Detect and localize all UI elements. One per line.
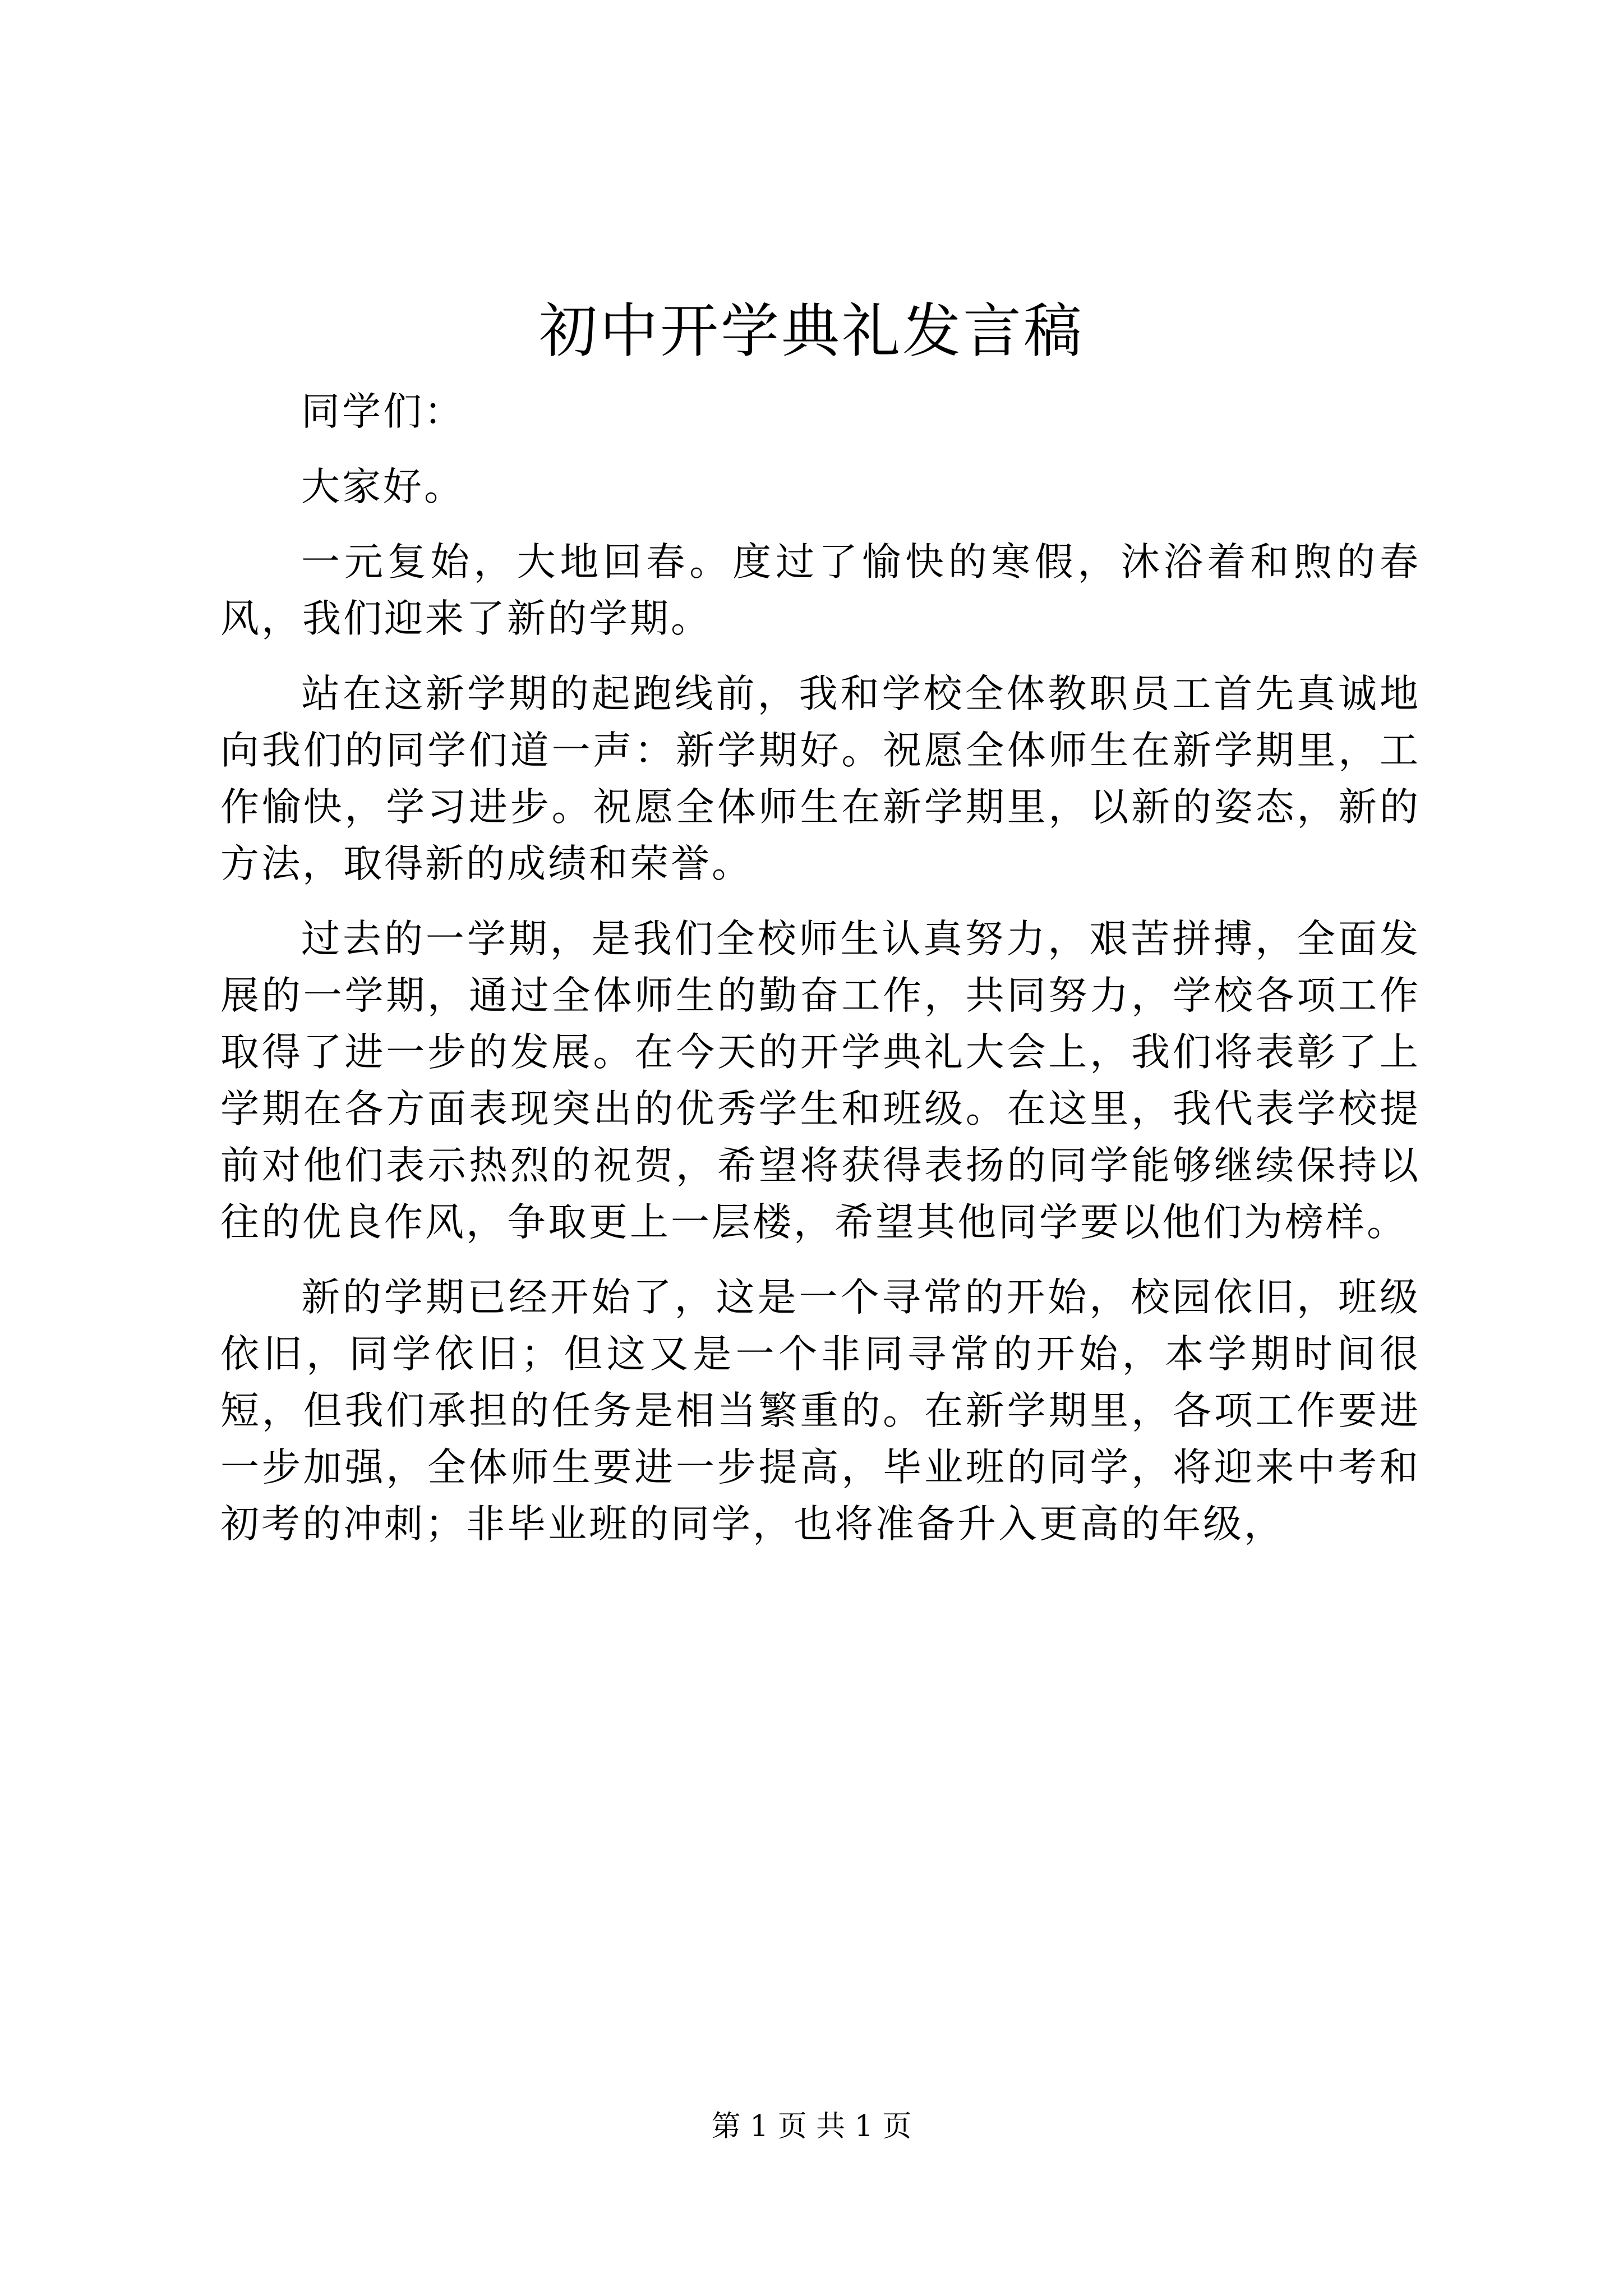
- greeting: 大家好。: [301, 464, 465, 509]
- document-body: [220, 384, 1421, 1571]
- paragraph: 站在这新学期的起跑线前，我和学校全体教职员工首先真诚地向我们的同学们道一声：新学期好。祝愿全体师生在新学期里，工作愉快，学习进步。祝愿全体师生在新学期里，以新的姿态，新的方法，取得新的成绩和荣誉。: [220, 671, 1421, 886]
- salutation: 同学们：: [301, 389, 465, 434]
- paragraph: 过去的一学期，是我们全校师生认真努力，艰苦拼搏，全面发展的一学期，通过全体师生的勤奋工作，共同努力，学校各项工作取得了进一步的发展。在今天的开学典礼大会上，我们将表彰了上学期在各方面表现突出的优秀学生和班级。在这里，我代表学校提前对他们表示热烈的祝贺，希望将获得表扬的同学能够继续保持以往的优良作风，争取更上一层楼，希望其他同学要以他们为榜样。: [220, 917, 1421, 1245]
- page-footer: 第 1 页 共 1 页: [711, 2110, 912, 2143]
- document-title: 初中开学典礼发言稿: [538, 297, 1084, 365]
- paragraph: 新的学期已经开始了，这是一个寻常的开始，校园依旧，班级依旧，同学依旧；但这又是一个非同寻常的开始，本学期时间很短，但我们承担的任务是相当繁重的。在新学期里，各项工作要进一步加强，全体师生要进一步提高，毕业班的同学，将迎来中考和初考的冲刺；非毕业班的同学，也将准备升入更高的年级，: [220, 1275, 1421, 1547]
- paragraph: 一元复始，大地回春。度过了愉快的寒假，沐浴着和煦的春风，我们迎来了新的学期。: [220, 540, 1421, 641]
